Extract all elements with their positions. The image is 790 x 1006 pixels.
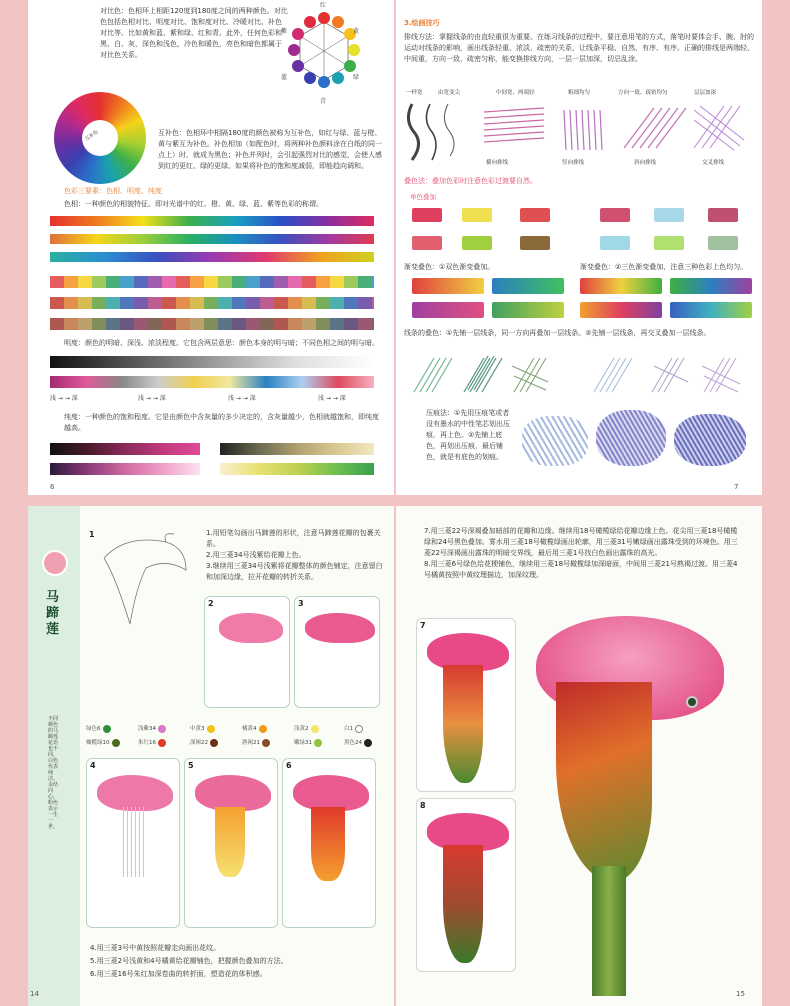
hatch-label-1: 横向排线 [486,160,509,166]
page-15 [396,506,762,1006]
step-6-box: 6 [282,758,376,928]
step-2-box: 2 [204,596,290,708]
wheel-label-purple: 紫 [281,28,288,35]
light-dark-label-4: 浅 → → 深 [318,395,346,402]
steps-4-6: 4.用三菱3号中黄按照花瓣走向画出花纹。 5.用三菱2号浅黄和4号橘黄给花瓣铺色，把握颜色叠加的方法。 6.用三菱16号朱红加深卷曲的转折面，塑造花的体积感。 [90,944,288,978]
hatch-label-4: 交叉排线 [702,160,725,166]
flower-large-body [556,682,652,882]
line-overlay-text: 线条的叠色：①先铺一层线条，同一方向再叠加一层线条。②先铺一层线条，再交叉叠加一层线条。 [404,329,711,337]
line-label-1: 一样宽 [406,90,423,96]
hatch-label-2: 竖向排线 [562,160,585,166]
step-5-box: 5 [184,758,278,928]
wheel-label-red: 红 [320,2,327,9]
page-number-15: 15 [736,990,745,998]
hexagon-wheel [286,6,362,102]
saturation-text: 纯度：一种颜色的饱和程度。它是由颜色中含灰量的多少决定的，含灰量越少，色相就越饱和，即纯度越高。 [64,413,379,432]
complementary-text: 对比色：色相环上相距120度到180度之间的两种颜色。对比色包括色相对比、明度对比、饱和度对比、冷暖对比、补色对比等。比如黄和蓝、紫和绿、红和青。此外，任何色彩和黑、白、灰，深色和浅色，冷色和暖色，亮色和暗色都属于对比色关系。 [100,7,288,59]
page-14: 马蹄莲 不同颜色的马蹄莲花语也不同，白色代表纯洁、永结同心，粉色表示一生一世。 1 1.用铅笔勾画出马蹄莲的形状，注意马蹄莲花瓣的包裹关系。 2.用三菱34号浅紫给花瓣上色。 3.继续用三菱34号浅紫将花瓣整体的颜色铺定，注意留白和加深边缘，拉开花瓣的转折关系。 2 3 绿色6 浅紫34 中黄3 橘黄4 浅黄2 白1 橄榄绿10 朱红16 深褐22 熟褐21 嫩绿31 黑色24 4 5 6 4.用三菱3号中黄按照花瓣走向画出花纹。 5.用三菱2号浅黄和4号橘黄给花瓣铺色，把握颜色叠加的方法。 6.用三菱16号朱红加深卷曲的转折面，塑造花的体积感。 14 [28,506,394,1006]
wheel-label-cyan: 青 [320,98,327,105]
hue-text: 色相：一种颜色的相貌特征。即对光谱中的红、橙、黄、绿、蓝、紫等色彩的称谓。 [64,200,323,208]
flower-badge-icon [42,550,68,576]
gradient-three: 渐变叠色：②三色渐变叠加，注意三种色彩上色均匀。 [580,263,748,271]
section-title: 3.绘画技巧 [404,19,440,27]
line-label-3: 中间宽、两端轻 [496,90,535,96]
wheel-label-blue: 蓝 [281,74,288,81]
complement-text: 互补色：色相环中相隔180度的颜色被称为互补色，如红与绿、蓝与橙、黄与紫互为补色。补色相加（如配色时，将两种补色颜料涂在白纸的同一点上）时，就成为黑色；补色并列时，会引起强烈对比的感觉，会使人感到红的更红、绿的更绿。如果将补色的饱和度减弱，即能趋向调和。 [158,129,382,170]
page-number-6: 6 [50,483,55,491]
light-dark-label: 浅 → → 深 [50,395,78,402]
lightness-text: 明度：颜色的明暗、深浅、浓淡程度。它包含两层意思：颜色本身的明与暗；不同色相之间的明与暗。 [64,339,379,347]
step-8-box: 8 [416,798,516,972]
wheel-center-label: 互补色 [83,129,100,143]
page-number-7: 7 [734,483,739,491]
flower-large-stem [592,866,626,996]
wheel-label-green: 绿 [353,74,360,81]
step-1-sketch: 1 [86,528,196,626]
hatch-label-3: 斜向排线 [634,160,657,166]
hatching-samples [404,100,754,164]
light-dark-label-2: 浅 → → 深 [138,395,166,402]
steps-7-8: 7.用三菱22号深褐叠加暗部的花瓣和边缘。继续用18号橄榄绿给花瓣边缘上色。花尖用三菱18号橄榄绿和24号黑色叠加。雾水用三菱18号橄榄绿画出轮廓，用三菱31号嫩绿画出露珠受到的环境色。用三菱22号深褐画出露珠的明暗交界线，最后用三菱1号找白色画出露珠的高光。 8.用三菱6号绿色给花梗铺色，继续用三菱18号橄榄绿加深暗面，中间用三菱21号熟褐过渡。用三菱4号橘黄按照中黄纹理描边，加深纹理。 [424,527,738,579]
single-overlay-label: 单色叠加 [410,193,436,201]
three-elements-heading: 色彩三要素：色相、明度、纯度 [64,187,162,195]
line-label-4: 粗细均匀 [568,90,591,96]
dewdrop-icon [686,696,698,708]
step-7-box: 7 [416,618,516,792]
wheel-label-yellow: 黄 [353,28,360,35]
overlay-heading: 叠色法：叠加色彩时注意色彩过渡要自然。 [404,177,537,185]
light-dark-label-3: 浅 → → 深 [228,395,256,402]
steps-1-3: 1.用铅笔勾画出马蹄莲的形状，注意马蹄莲花瓣的包裹关系。 2.用三菱34号浅紫给花瓣上色。 3.继续用三菱34号浅紫将花瓣整体的颜色铺定，注意留白和加深边缘，拉开花瓣的转折关系。 [206,529,383,581]
step-4-box: 4 [86,758,180,928]
hatching-text: 排线方法：掌握线条的由直轻重很为重要。在练习线条的过程中，要注意用笔的方式，落笔时要体会手、腕、肘的运动对线条的影响，画出线条轻重、浓淡、疏密的关系，让线条平稳、自然、有序、有序。正确的排线是两端轻、中间重，方向一致，疏密匀称，能变换排线方向，一层一层加深，切忌乱涂。 [404,33,754,63]
line-label-6: 层层加深 [694,90,717,96]
line-label-5: 方向一致、疏密均匀 [618,90,668,96]
indentation-text: 压痕法：①先用压痕笔或者没有墨水的中性笔芯划出压痕，再上色。②先铺上底色，再划出压痕，最后铺色，就是有底色的划痕。 [426,409,510,461]
gradient-two: 渐变叠色：①双色渐变叠加。 [404,263,495,271]
color-wheel [54,92,146,184]
page-6 [28,0,394,495]
flower-title: 马蹄莲 [46,590,60,637]
flower-poem: 不同颜色的马蹄莲花语也不同，白色代表纯洁、永结同心，粉色表示一生一世。 [48,716,59,830]
line-label-2: 由宽变尖 [438,90,461,96]
page-number-14: 14 [30,990,39,998]
page-7 [396,0,762,495]
step-3-box: 3 [294,596,380,708]
line-overlay-samples [404,352,754,400]
